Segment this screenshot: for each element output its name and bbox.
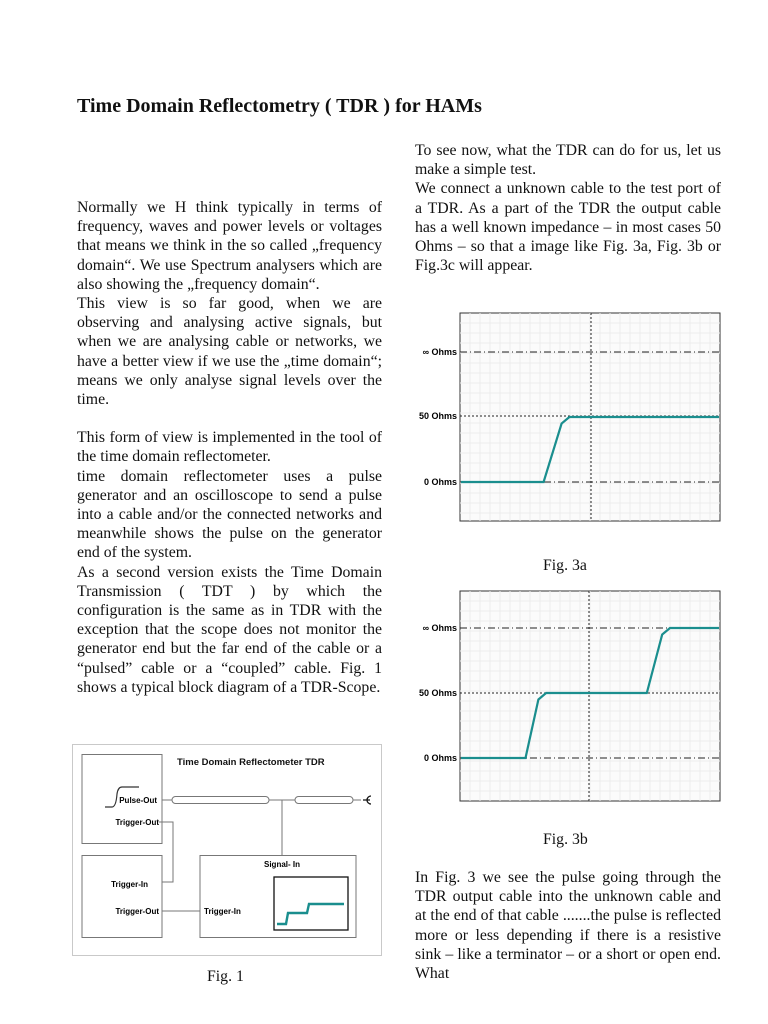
y-tick-label: 50 Ohms — [418, 688, 457, 698]
y-tick-label: 0 Ohms — [423, 477, 457, 487]
signal-in-label: Signal- In — [264, 860, 300, 869]
fig1-title: Time Domain Reflectometer TDR — [177, 757, 325, 768]
paragraph: Normally we H think typically in terms of frequency, waves and power levels or voltages that means we think in the so called „frequency domain“. We use Spectrum analysers which are also showing the „frequency domain“. — [77, 199, 382, 293]
paragraph: As a second version exists the Time Domain Transmission ( TDT ) by which the configuration is the same as in TDR with the exception that the scope does not monitor the generator end but the far end of the cable or a “pulsed” cable or a “coupled” cable. Fig. 1 shows a typical block diagram of a TDR-Scope. — [77, 563, 382, 696]
pulse-out-label: Pulse-Out — [119, 796, 157, 805]
paragraph: This form of view is implemented in the tool of the time domain reflectometer. — [77, 429, 382, 466]
fig1-caption: Fig. 1 — [207, 968, 244, 985]
coax-cable-1 — [172, 797, 269, 804]
fig3a-chart — [405, 312, 725, 522]
y-tick-label: 0 Ohms — [423, 753, 457, 763]
trigger-in-label: Trigger-In — [111, 880, 148, 889]
y-tick-label: ∞ Ohms — [422, 623, 457, 633]
paragraph: We connect a unknown cable to the test port of a TDR. As a part of the TDR the output cable has a well known impedance – in most cases 50 Ohms – so that a image like Fig. 3a, Fig. 3b or Fig.3c will appear. — [415, 180, 721, 275]
trigger-out-label: Trigger-Out — [115, 907, 159, 916]
fig3b-chart — [405, 590, 725, 802]
paragraph: This view is so far good, when we are observing and analysing active signals, but when we are analysing cable or networks, we have a better view if we use the „time domain“; means we only analyse signal levels over the time. — [77, 295, 382, 409]
page-title: Time Domain Reflectometry ( TDR ) for HAMs — [77, 95, 482, 117]
coax-cable-2 — [295, 797, 353, 804]
trigger-out-label: Trigger-Out — [115, 818, 159, 827]
y-tick-label: ∞ Ohms — [422, 347, 457, 357]
y-tick-label: 50 Ohms — [418, 411, 457, 421]
right-column-bottom — [415, 868, 721, 983]
trigger-unit-box — [82, 856, 162, 938]
paragraph: time domain reflectometer uses a pulse generator and an oscilloscope to send a pulse into a cable and/or the connected networks and meanwhile shows the pulse on the generator end of the system. — [77, 467, 382, 562]
fig3b-caption: Fig. 3b — [543, 831, 588, 848]
trigger-in-label: Trigger-In — [204, 907, 241, 916]
paragraph: To see now, what the TDR can do for us, let us make a simple test. — [415, 142, 721, 179]
right-column-top — [415, 141, 721, 275]
fig3a-caption: Fig. 3a — [543, 557, 587, 574]
fig1-block-diagram — [72, 744, 382, 956]
left-column — [77, 198, 382, 697]
paragraph: In Fig. 3 we see the pulse going through the TDR output cable into the unknown cable and at the end of that cable .......the pulse is reflected more or less depending if there is a resistive sink – like a terminator – or a short or open end. What — [415, 869, 721, 983]
